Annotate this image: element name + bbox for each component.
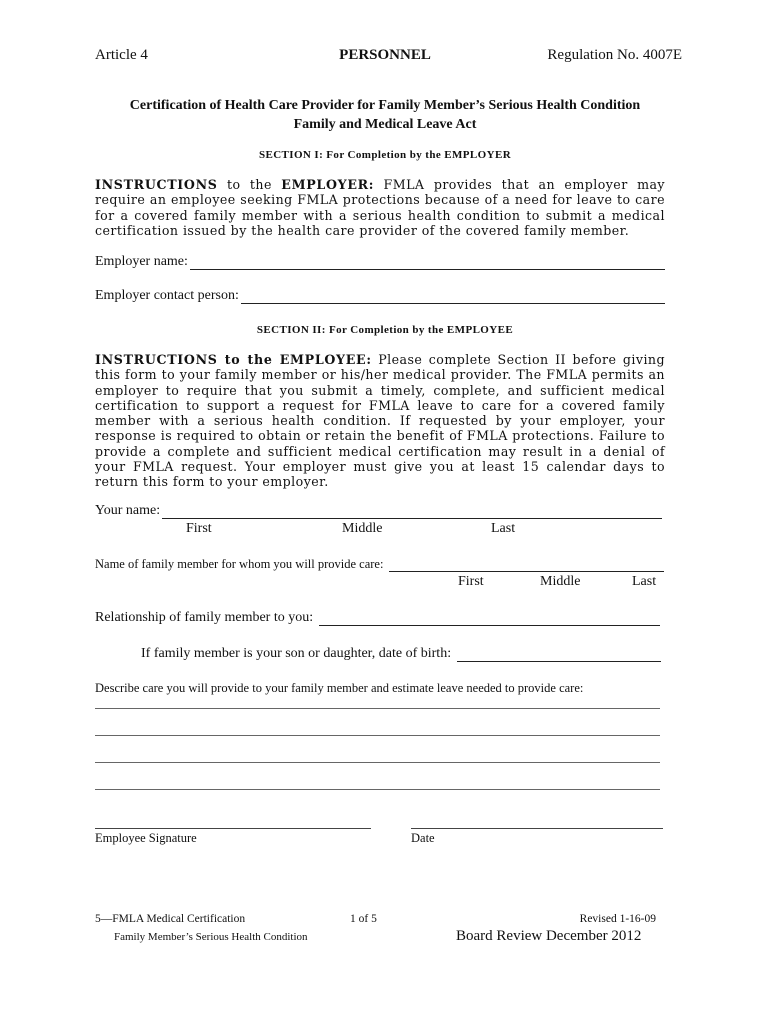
instructions-lead: INSTRUCTIONS — [95, 177, 218, 192]
employer-instructions — [95, 177, 665, 238]
section2-heading: SECTION II: For Completion by the EMPLOYEE — [256, 324, 514, 336]
regulation-number: Regulation No. 4007E — [547, 47, 682, 63]
employee-instructions-text: Please complete Section II before giving this form to your family member or his/her medical provider. The FMLA permits an employer to require that you submit a timely, complete, and sufficient medical certification to support a request for FMLA leave to care for a covered family member with a serious health condition. If requested by your employer, your response is required to obtain or retain the benefit of FMLA protections. Failure to provide a complete and sufficient medical certification may result in a denial of your FMLA request. Your employer must give you at least 15 calendar days to return this form to your employer. — [95, 352, 666, 490]
instructions-mid: to the — [217, 177, 282, 192]
footer-page-number: 1 of 5 — [350, 913, 377, 925]
employer-name-line[interactable] — [190, 255, 665, 270]
family-member-name-field[interactable] — [95, 557, 664, 572]
family-member-line[interactable] — [389, 557, 664, 572]
employer-contact-field[interactable] — [95, 288, 665, 304]
date-label: Date — [411, 831, 435, 845]
your-name-first: First — [186, 521, 212, 536]
employer-name-field[interactable] — [95, 254, 665, 270]
family-member-label: Name of family member for whom you will provide care: — [95, 557, 384, 571]
describe-care-line[interactable] — [95, 788, 660, 790]
footer-board-review: Board Review December 2012 — [456, 928, 642, 944]
your-name-label: Your name: — [95, 503, 161, 518]
describe-care-line[interactable] — [95, 707, 660, 709]
document-title — [0, 96, 770, 134]
your-name-middle: Middle — [342, 521, 383, 536]
signature-label: Employee Signature — [95, 831, 197, 845]
document-title-line2: Family and Medical Leave Act — [293, 117, 477, 132]
describe-care-label: Describe care you will provide to your family member and estimate leave needed to provide care: — [95, 681, 584, 695]
document-title-line1: Certification of Health Care Provider for Family Member’s Serious Health Condition — [129, 98, 641, 113]
employee-instructions — [95, 352, 665, 490]
header-title: PERSONNEL — [339, 47, 431, 63]
dob-line[interactable] — [457, 647, 661, 662]
article-label: Article 4 — [95, 47, 148, 63]
family-member-middle: Middle — [540, 574, 581, 589]
employee-instructions-lead: INSTRUCTIONS to the EMPLOYEE: — [95, 352, 372, 367]
family-member-last: Last — [632, 574, 657, 589]
footer-form-subtitle: Family Member’s Serious Health Condition — [114, 931, 308, 943]
date-line[interactable] — [411, 827, 663, 829]
relationship-label: Relationship of family member to you: — [95, 610, 314, 625]
your-name-field[interactable] — [95, 503, 662, 519]
dob-label: If family member is your son or daughter, date of birth: — [141, 646, 452, 661]
relationship-field[interactable] — [95, 610, 660, 626]
employer-name-label: Employer name: — [95, 254, 188, 269]
section1-heading: SECTION I: For Completion by the EMPLOYER — [258, 149, 512, 161]
your-name-line[interactable] — [162, 504, 662, 519]
describe-care-line[interactable] — [95, 761, 660, 763]
employer-contact-line[interactable] — [241, 289, 665, 304]
employer-instructions-text: FMLA provides that an employer may require an employee seeking FMLA protections because of a need for leave to care for a covered family member with a serious health condition to submit a medical certification issued by the health care provider of the covered family member. — [95, 177, 665, 238]
family-member-first: First — [458, 574, 484, 589]
relationship-line[interactable] — [319, 611, 660, 626]
employer-contact-label: Employer contact person: — [95, 288, 239, 303]
footer-revised: Revised 1-16-09 — [579, 913, 656, 925]
footer-form-id: 5—FMLA Medical Certification — [95, 913, 246, 925]
your-name-last: Last — [491, 521, 516, 536]
employer-lead: EMPLOYER: — [281, 177, 375, 192]
describe-care-line[interactable] — [95, 734, 660, 736]
signature-line[interactable] — [95, 827, 371, 829]
dob-field[interactable] — [141, 646, 661, 662]
